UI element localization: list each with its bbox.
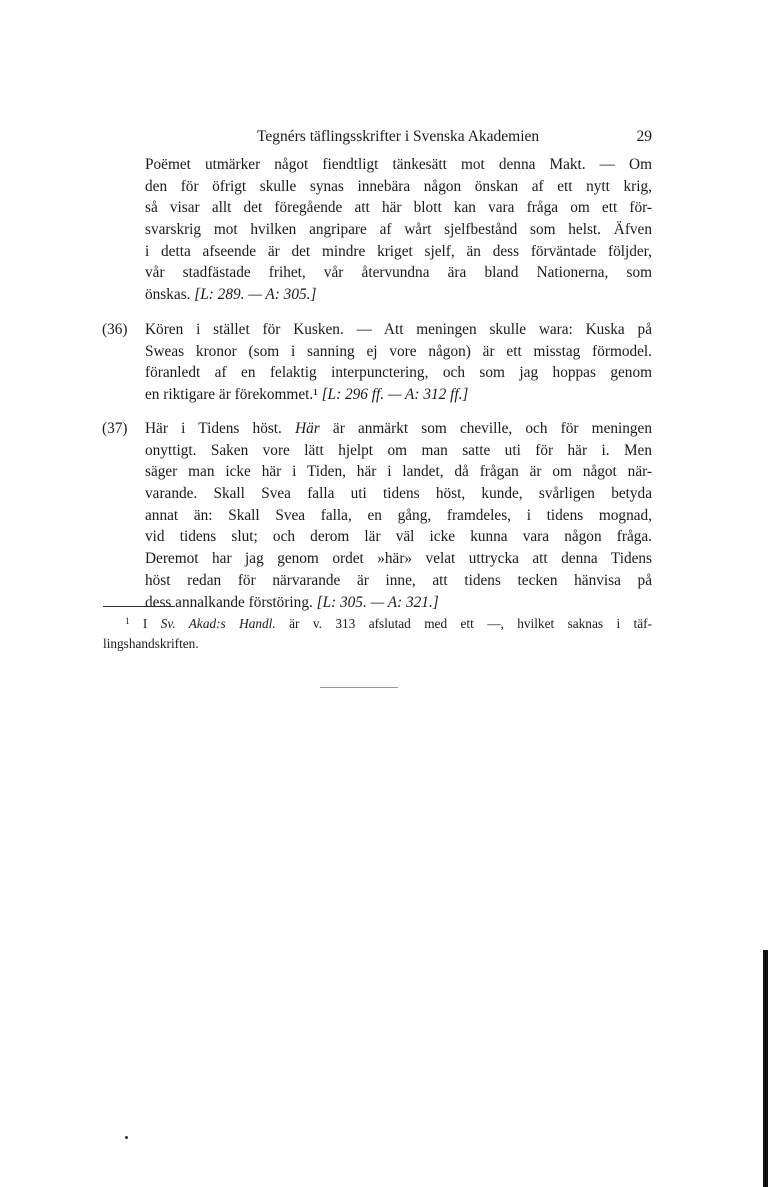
text-segment: är v. 313 afslutad med ett —, hvilket saknas i täf- [275, 616, 652, 631]
text-segment: Deremot har jag genom ordet »här» velat uttrycka att denna Tidens [145, 550, 652, 568]
text-segment: den för öfrigt skulle synas innebära någon önskan af ett nytt krig, [145, 177, 652, 195]
text-segment: lingshandskriften. [103, 635, 199, 651]
text-line [145, 176, 652, 198]
paragraph-number: (37) [102, 420, 128, 437]
text-line [145, 592, 652, 614]
text-line [145, 548, 652, 570]
text-segment: Poëmet utmärker något fiendtligt tänkesätt mot denna Makt. — Om [145, 156, 652, 173]
text-segment: en riktigare är förekommet.¹ [145, 386, 322, 404]
text-line [145, 219, 652, 241]
page-number: 29 [636, 128, 652, 145]
text-line [145, 197, 652, 219]
text-line [145, 440, 652, 462]
text-segment: i detta afseende är det mindre kriget sjelf, än dess förväntade följder, [145, 242, 652, 260]
text-line [103, 612, 652, 634]
text-segment: svarskrig mot hvilken angripare af wårt sjelfbestånd som helst. Äfven [145, 221, 652, 239]
text-line [145, 505, 652, 527]
text-segment: så visar allt det föregående att här blott kan vara fråga om ett för- [145, 199, 652, 217]
text-segment: I [129, 616, 161, 631]
footnote [103, 612, 652, 655]
text-line [145, 461, 652, 483]
text-line [145, 384, 652, 406]
italic-reference: Här [295, 420, 320, 437]
text-segment: vid tidens slut; och derom lär väl icke kunna vara någon fråga. [145, 528, 652, 546]
text-line [145, 241, 652, 263]
italic-reference: [L: 289. — A: 305.] [194, 286, 317, 304]
italic-reference: [L: 296 ff. — A: 312 ff.] [321, 386, 469, 404]
text-segment: dess annalkande förstöring. [145, 593, 317, 611]
text-line [145, 284, 652, 306]
text-segment: onyttigt. Saken vore lätt hjelpt om man satte uti för här i. Men [145, 441, 652, 459]
text-segment: är anmärkt som cheville, och för meningen [319, 420, 652, 437]
italic-reference: [L: 305. — A: 321.] [316, 593, 439, 611]
text-line [145, 262, 652, 284]
text-segment: Här i Tidens höst. [145, 420, 296, 437]
text-segment: föranledt af en felaktig interpunctering, och som jag hoppas genom [145, 364, 652, 382]
text-segment: Sweas kronor (som i sanning ej vore någon) är ett misstag förmodel. [145, 342, 652, 360]
text-segment: önskas. [145, 286, 195, 304]
text-segment: Kören i stället för Kusken. — Att meningen skulle wara: Kuska på [145, 321, 652, 338]
scan-speck [125, 1136, 128, 1139]
italic-reference: Sv. Akad:s Handl. [160, 616, 276, 631]
text-line [145, 483, 652, 505]
paragraph-number: (36) [102, 321, 128, 338]
numbered-paragraph [102, 418, 652, 613]
text-segment: höst redan för närvarande är inne, att tidens tecken hänvisa på [145, 571, 652, 589]
text-line [145, 319, 652, 341]
text-line [145, 341, 652, 363]
text-line [145, 526, 652, 548]
text-line [145, 570, 652, 592]
text-segment: vår stadfästade frihet, vår återvundna ära bland Nationerna, som [145, 264, 652, 282]
text-line [103, 634, 652, 656]
text-segment: annat än: Skall Svea falla, en gång, framdeles, i tidens mognad, [145, 506, 652, 524]
end-ornament-line [320, 687, 398, 688]
running-title: Tegnérs täflingsskrifter i Svenska Akademien [257, 128, 540, 145]
text-segment: säger man icke här i Tiden, här i landet, då frågan är om något när- [145, 463, 652, 481]
scan-edge-shadow [763, 950, 768, 1187]
text-line [145, 418, 652, 440]
text-line [145, 362, 652, 384]
text-segment: varande. Skall Svea falla uti tidens höst, kunde, svårligen betyda [145, 485, 652, 503]
numbered-paragraph [102, 319, 652, 406]
footnote-marker: 1 [125, 616, 130, 626]
footnote-rule [103, 606, 175, 607]
text-line [145, 154, 652, 176]
paragraph [145, 154, 652, 306]
